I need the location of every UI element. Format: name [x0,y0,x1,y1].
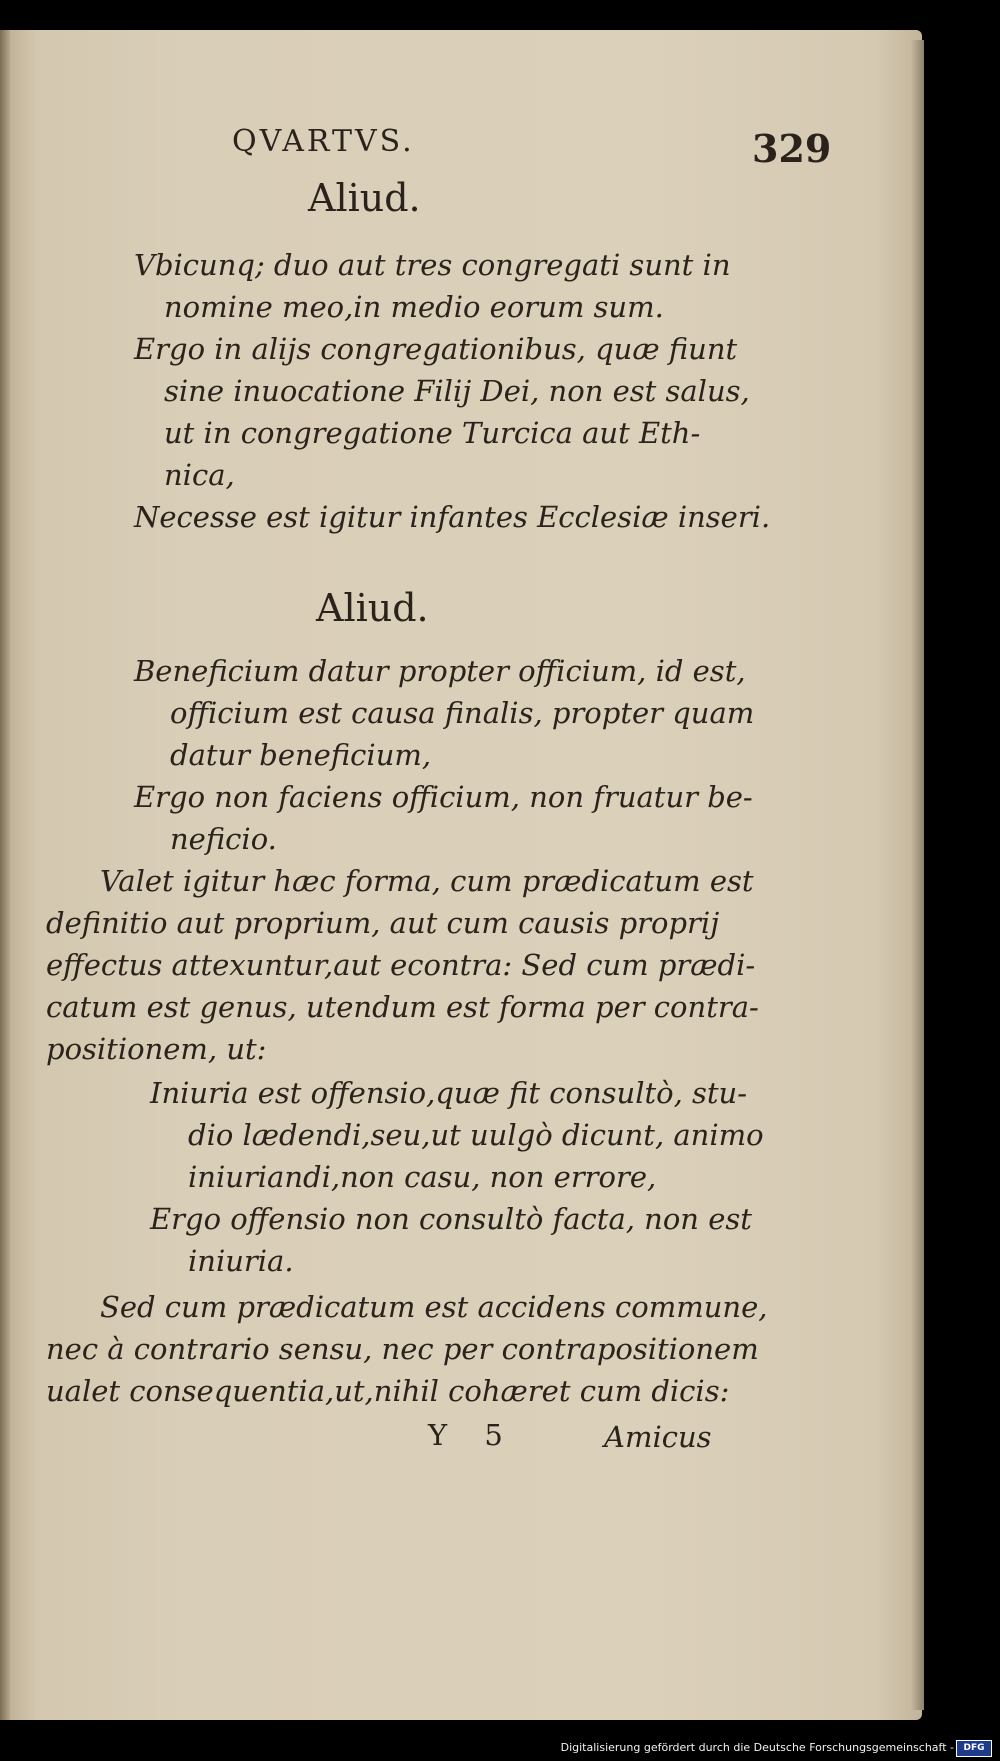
text-line: iniuria. [188,1244,294,1278]
text-line: definitio aut proprium, aut cum causis proprij [46,906,720,940]
text-line: Ergo in alijs congregationibus, quæ fiunt [134,332,738,366]
page-gutter-shadow [0,30,10,1720]
dfg-logo: DFG [956,1740,992,1757]
text-line: positionem, ut: [46,1032,267,1066]
text-line: effectus attexuntur,aut econtra: Sed cum prædi- [46,948,756,982]
running-head: QVARTVS. [232,124,415,159]
text-line: ualet consequentia,ut,nihil cohæret cum dicis: [46,1374,730,1408]
page-fore-edge [910,40,924,1710]
digitization-credit: Digitalisierung gefördert durch die Deutsche Forschungsgemeinschaft - [560,1741,954,1754]
text-line: officium est causa finalis, propter quam [170,696,755,730]
text-line: Beneficium datur propter officium, id est, [134,654,746,688]
text-line: ut in congregatione Turcica aut Eth- [164,416,701,450]
text-line: Ergo offensio non consultò facta, non est [150,1202,752,1236]
section-heading-2: Aliud. [316,586,429,630]
text-line: neficio. [170,822,277,856]
text-line: Valet igitur hæc forma, cum prædicatum est [100,864,754,898]
page-number: 329 [752,126,832,171]
text-line: Vbicunq; duo aut tres congregati sunt in [134,248,731,282]
text-line: sine inuocatione Filij Dei, non est salus, [164,374,750,408]
text-line: Iniuria est offensio,quæ fit consultò, stu- [150,1076,748,1110]
signature-mark: Y 5 [428,1418,517,1452]
text-line: nica, [164,458,235,492]
text-line: Ergo non faciens officium, non fruatur be- [134,780,753,814]
text-line: Necesse est igitur infantes Ecclesiæ inseri. [134,500,771,534]
text-line: datur beneficium, [170,738,432,772]
text-line: dio lædendi,seu,ut uulgò dicunt, animo [188,1118,764,1152]
catchword: Amicus [604,1420,712,1454]
text-line: Sed cum prædicatum est accidens commune, [100,1290,768,1324]
text-line: iniuriandi,non casu, non errore, [188,1160,657,1194]
text-line: catum est genus, utendum est forma per contra- [46,990,759,1024]
text-line: nomine meo,in medio eorum sum. [164,290,664,324]
section-heading-1: Aliud. [308,176,421,220]
text-line: nec à contrario sensu, nec per contrapositionem [46,1332,759,1366]
